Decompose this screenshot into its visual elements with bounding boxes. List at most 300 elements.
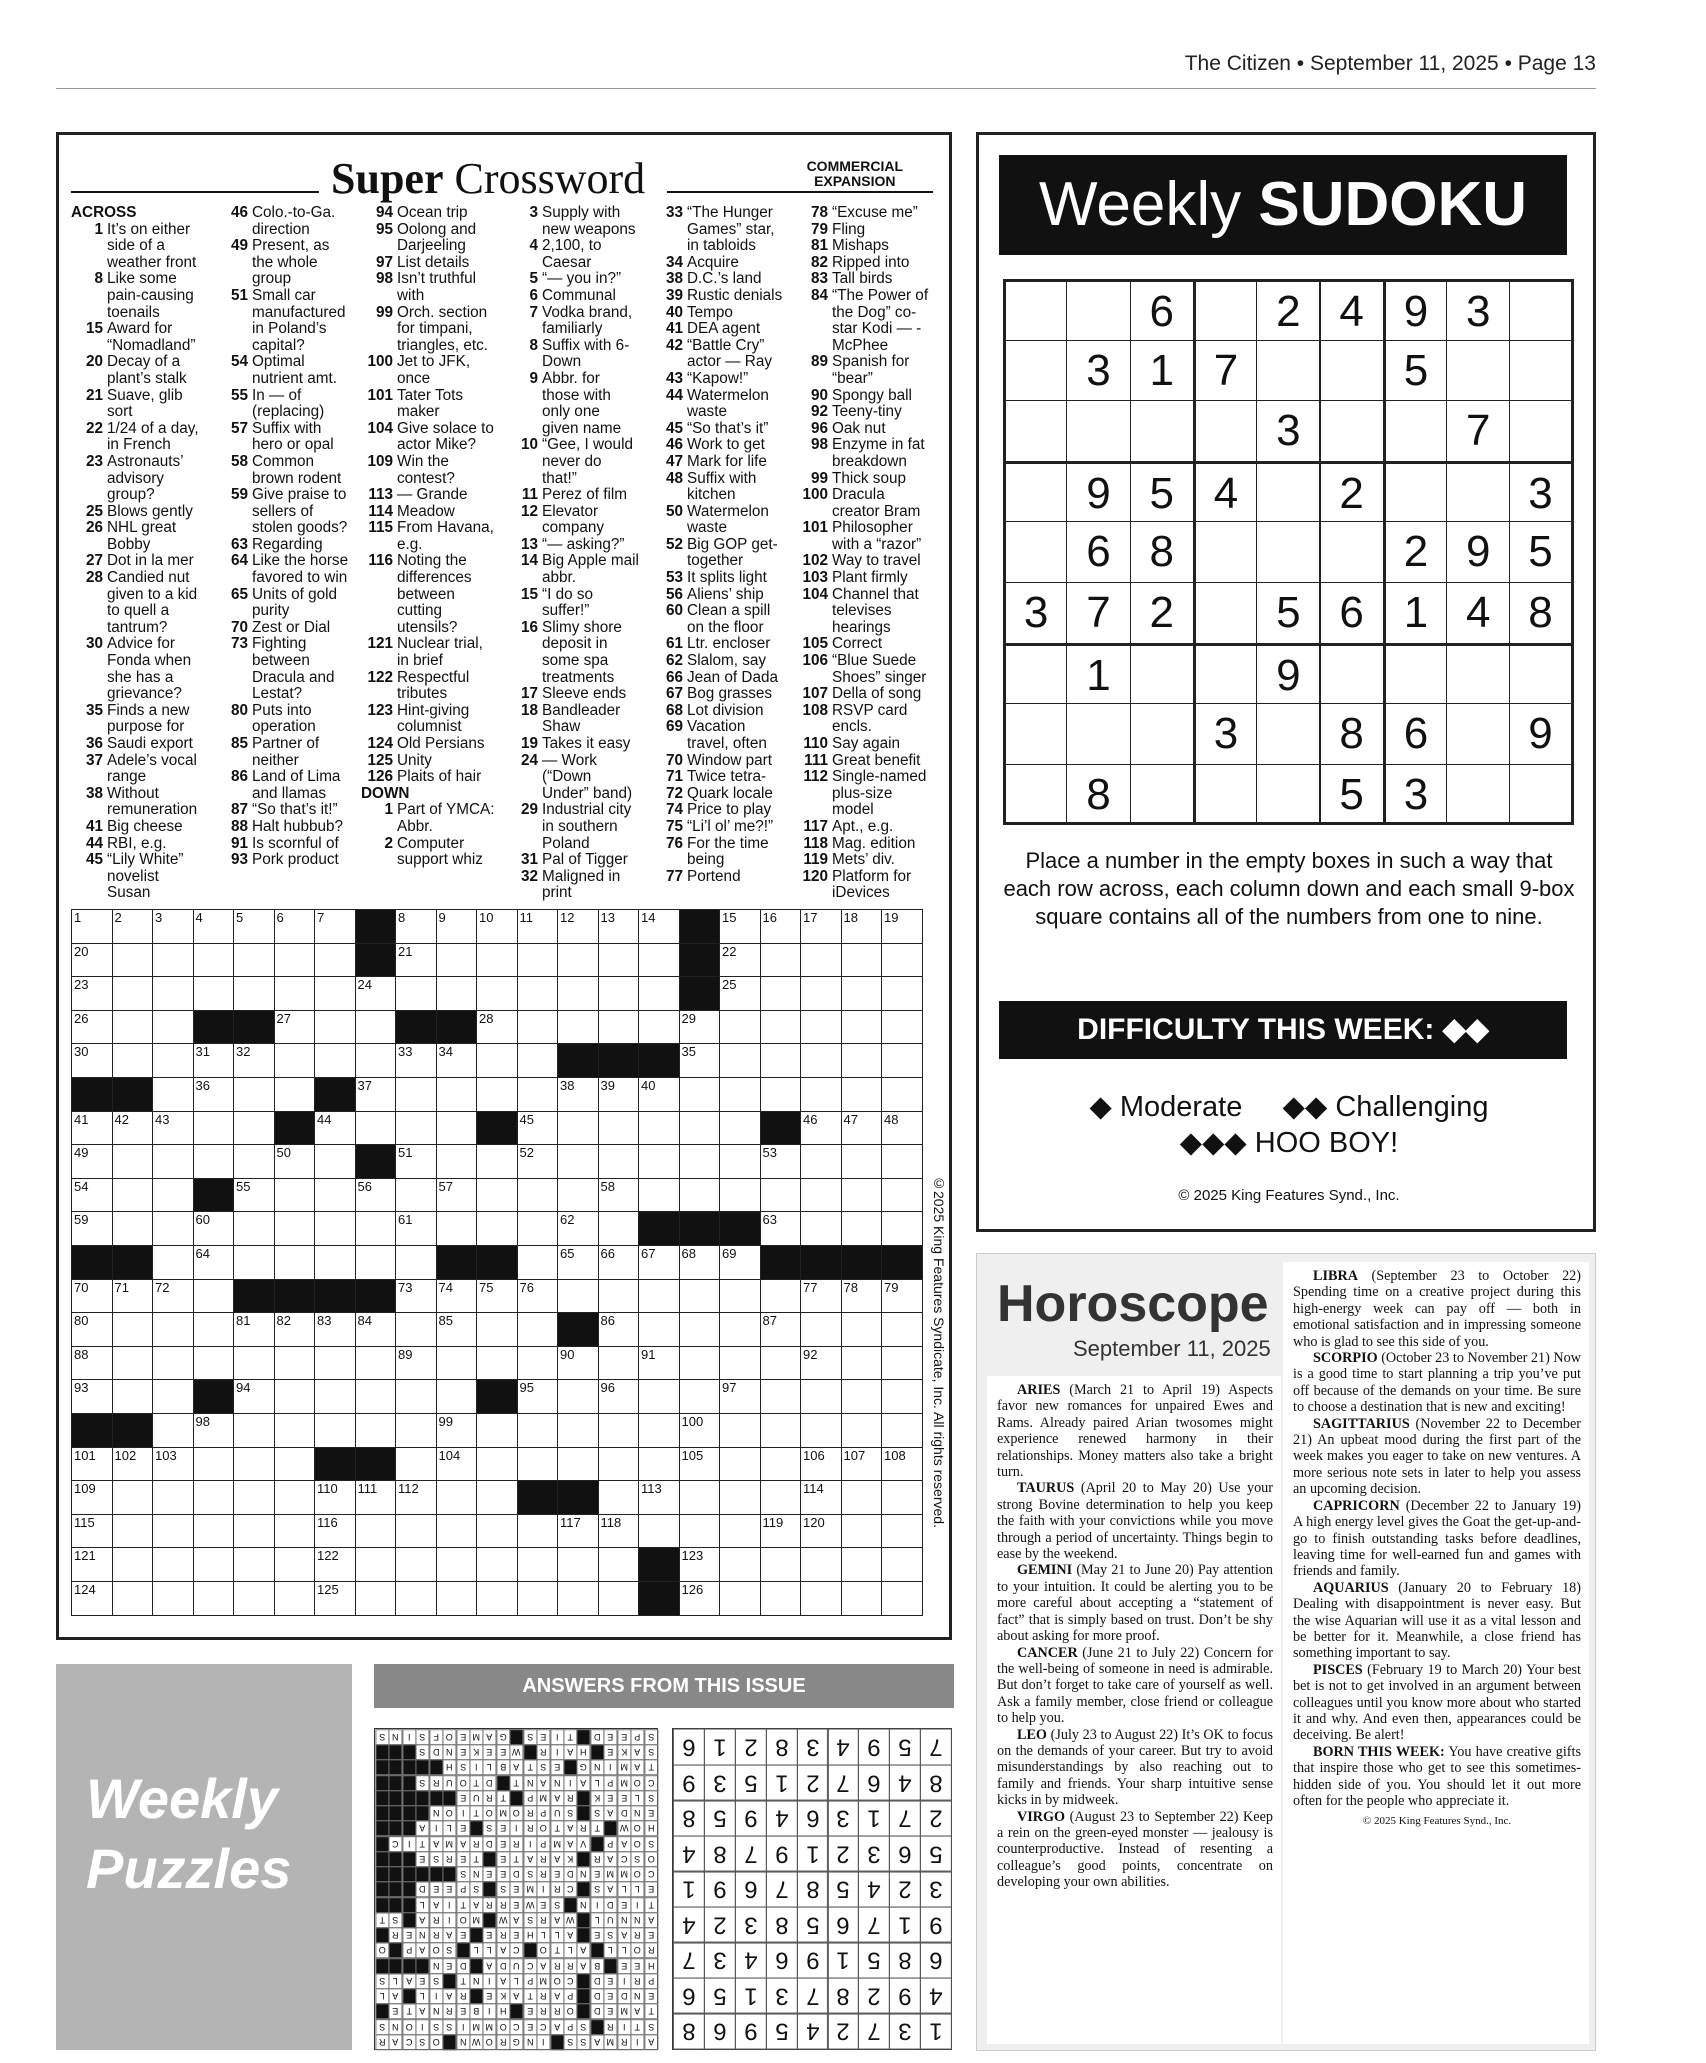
sudoku-cell[interactable]: 3	[1193, 703, 1257, 765]
grid-cell[interactable]	[881, 1144, 923, 1179]
grid-cell[interactable]	[152, 1514, 194, 1549]
grid-cell[interactable]	[638, 1447, 680, 1482]
grid-cell[interactable]	[395, 1077, 437, 1112]
grid-cell[interactable]	[557, 1379, 599, 1414]
grid-cell[interactable]	[517, 1447, 559, 1482]
sudoku-cell[interactable]: 2	[1320, 461, 1384, 523]
grid-cell[interactable]	[517, 1111, 559, 1146]
grid-cell[interactable]	[679, 1312, 721, 1347]
grid-cell[interactable]	[638, 1178, 680, 1213]
grid-cell[interactable]	[71, 1480, 113, 1515]
sudoku-cell[interactable]	[1066, 279, 1130, 341]
grid-cell[interactable]	[800, 1581, 842, 1616]
grid-cell[interactable]	[355, 1245, 397, 1280]
grid-cell[interactable]	[517, 943, 559, 978]
grid-cell[interactable]	[436, 1178, 478, 1213]
grid-cell[interactable]	[233, 1379, 275, 1414]
grid-cell[interactable]	[314, 1312, 356, 1347]
grid-cell[interactable]	[760, 1077, 802, 1112]
grid-cell[interactable]	[274, 1480, 316, 1515]
sudoku-cell[interactable]: 3	[1003, 582, 1067, 644]
grid-cell[interactable]	[557, 1547, 599, 1582]
grid-cell[interactable]	[436, 1077, 478, 1112]
grid-cell[interactable]	[800, 1413, 842, 1448]
grid-cell[interactable]	[679, 1346, 721, 1381]
grid-cell[interactable]	[274, 1413, 316, 1448]
grid-cell[interactable]	[112, 1514, 154, 1549]
grid-cell[interactable]	[557, 1178, 599, 1213]
grid-cell[interactable]	[598, 1111, 640, 1146]
grid-cell[interactable]	[881, 1279, 923, 1314]
sudoku-cell[interactable]	[1320, 340, 1384, 402]
sudoku-cell[interactable]	[1256, 764, 1320, 826]
grid-cell[interactable]	[71, 1312, 113, 1347]
sudoku-cell[interactable]	[1509, 279, 1573, 341]
grid-cell[interactable]	[193, 1413, 235, 1448]
sudoku-cell[interactable]: 3	[1383, 764, 1447, 826]
grid-cell[interactable]	[557, 1279, 599, 1314]
grid-cell[interactable]	[800, 1043, 842, 1078]
grid-cell[interactable]	[517, 1010, 559, 1045]
grid-cell[interactable]	[71, 909, 113, 944]
grid-cell[interactable]	[638, 1111, 680, 1146]
sudoku-cell[interactable]	[1193, 582, 1257, 644]
grid-cell[interactable]	[719, 976, 761, 1011]
grid-cell[interactable]	[638, 1245, 680, 1280]
grid-cell[interactable]	[517, 1043, 559, 1078]
grid-cell[interactable]	[800, 1178, 842, 1213]
sudoku-cell[interactable]: 9	[1383, 279, 1447, 341]
grid-cell[interactable]	[679, 1111, 721, 1146]
grid-cell[interactable]	[71, 1111, 113, 1146]
grid-cell[interactable]	[355, 1010, 397, 1045]
grid-cell[interactable]	[679, 1279, 721, 1314]
grid-cell[interactable]	[314, 1480, 356, 1515]
grid-cell[interactable]	[638, 976, 680, 1011]
grid-cell[interactable]	[112, 1346, 154, 1381]
grid-cell[interactable]	[557, 1111, 599, 1146]
grid-cell[interactable]	[800, 1010, 842, 1045]
grid-cell[interactable]	[355, 976, 397, 1011]
grid-cell[interactable]	[476, 1413, 518, 1448]
grid-cell[interactable]	[395, 1245, 437, 1280]
grid-cell[interactable]	[355, 1312, 397, 1347]
sudoku-cell[interactable]: 4	[1193, 461, 1257, 523]
grid-cell[interactable]	[760, 1144, 802, 1179]
grid-cell[interactable]	[314, 1514, 356, 1549]
grid-cell[interactable]	[719, 1077, 761, 1112]
grid-cell[interactable]	[193, 1043, 235, 1078]
grid-cell[interactable]	[314, 1178, 356, 1213]
grid-cell[interactable]	[193, 909, 235, 944]
grid-cell[interactable]	[436, 976, 478, 1011]
grid-cell[interactable]	[274, 1144, 316, 1179]
grid-cell[interactable]	[112, 976, 154, 1011]
grid-cell[interactable]	[152, 1111, 194, 1146]
grid-cell[interactable]	[152, 1043, 194, 1078]
grid-cell[interactable]	[193, 1447, 235, 1482]
grid-cell[interactable]	[517, 1312, 559, 1347]
grid-cell[interactable]	[152, 1010, 194, 1045]
grid-cell[interactable]	[517, 1346, 559, 1381]
grid-cell[interactable]	[233, 1111, 275, 1146]
sudoku-cell[interactable]: 9	[1066, 461, 1130, 523]
grid-cell[interactable]	[800, 1111, 842, 1146]
grid-cell[interactable]	[314, 1245, 356, 1280]
sudoku-cell[interactable]	[1320, 521, 1384, 583]
grid-cell[interactable]	[719, 1379, 761, 1414]
grid-cell[interactable]	[517, 1581, 559, 1616]
sudoku-cell[interactable]	[1256, 340, 1320, 402]
grid-cell[interactable]	[274, 1245, 316, 1280]
grid-cell[interactable]	[719, 1144, 761, 1179]
grid-cell[interactable]	[112, 1547, 154, 1582]
grid-cell[interactable]	[436, 1043, 478, 1078]
grid-cell[interactable]	[557, 976, 599, 1011]
grid-cell[interactable]	[274, 1514, 316, 1549]
grid-cell[interactable]	[760, 1010, 802, 1045]
grid-cell[interactable]	[517, 1514, 559, 1549]
sudoku-cell[interactable]	[1383, 400, 1447, 462]
grid-cell[interactable]	[719, 1413, 761, 1448]
grid-cell[interactable]	[679, 1178, 721, 1213]
grid-cell[interactable]	[112, 1447, 154, 1482]
grid-cell[interactable]	[719, 1279, 761, 1314]
sudoku-cell[interactable]	[1446, 643, 1510, 705]
grid-cell[interactable]	[436, 1514, 478, 1549]
grid-cell[interactable]	[598, 1379, 640, 1414]
grid-cell[interactable]	[557, 1447, 599, 1482]
grid-cell[interactable]	[760, 1413, 802, 1448]
grid-cell[interactable]	[193, 1581, 235, 1616]
grid-cell[interactable]	[233, 1178, 275, 1213]
grid-cell[interactable]	[152, 1480, 194, 1515]
grid-cell[interactable]	[274, 1547, 316, 1582]
grid-cell[interactable]	[314, 943, 356, 978]
sudoku-cell[interactable]: 5	[1509, 521, 1573, 583]
grid-cell[interactable]	[841, 1312, 883, 1347]
grid-cell[interactable]	[395, 1111, 437, 1146]
sudoku-cell[interactable]: 1	[1383, 582, 1447, 644]
sudoku-cell[interactable]	[1256, 461, 1320, 523]
grid-cell[interactable]	[719, 1043, 761, 1078]
grid-cell[interactable]	[152, 1279, 194, 1314]
grid-cell[interactable]	[760, 909, 802, 944]
sudoku-cell[interactable]	[1509, 764, 1573, 826]
grid-cell[interactable]	[638, 909, 680, 944]
grid-cell[interactable]	[476, 1211, 518, 1246]
grid-cell[interactable]	[152, 1312, 194, 1347]
grid-cell[interactable]	[638, 1312, 680, 1347]
sudoku-cell[interactable]	[1003, 461, 1067, 523]
grid-cell[interactable]	[517, 976, 559, 1011]
grid-cell[interactable]	[557, 943, 599, 978]
grid-cell[interactable]	[638, 1480, 680, 1515]
grid-cell[interactable]	[193, 1245, 235, 1280]
grid-cell[interactable]	[557, 1413, 599, 1448]
grid-cell[interactable]	[112, 1312, 154, 1347]
grid-cell[interactable]	[517, 1245, 559, 1280]
grid-cell[interactable]	[517, 1279, 559, 1314]
grid-cell[interactable]	[800, 1312, 842, 1347]
grid-cell[interactable]	[193, 1312, 235, 1347]
sudoku-cell[interactable]: 2	[1383, 521, 1447, 583]
grid-cell[interactable]	[841, 1480, 883, 1515]
sudoku-cell[interactable]: 5	[1383, 340, 1447, 402]
grid-cell[interactable]	[598, 1178, 640, 1213]
sudoku-cell[interactable]	[1383, 461, 1447, 523]
grid-cell[interactable]	[71, 1346, 113, 1381]
sudoku-cell[interactable]	[1193, 279, 1257, 341]
grid-cell[interactable]	[314, 1211, 356, 1246]
grid-cell[interactable]	[719, 1178, 761, 1213]
sudoku-cell[interactable]: 7	[1066, 582, 1130, 644]
sudoku-cell[interactable]	[1066, 400, 1130, 462]
grid-cell[interactable]	[476, 943, 518, 978]
grid-cell[interactable]	[152, 1178, 194, 1213]
sudoku-cell[interactable]	[1003, 400, 1067, 462]
grid-cell[interactable]	[233, 1245, 275, 1280]
grid-cell[interactable]	[800, 1447, 842, 1482]
grid-cell[interactable]	[71, 1211, 113, 1246]
grid-cell[interactable]	[112, 1379, 154, 1414]
grid-cell[interactable]	[395, 1413, 437, 1448]
grid-cell[interactable]	[112, 1043, 154, 1078]
grid-cell[interactable]	[233, 1581, 275, 1616]
sudoku-cell[interactable]: 4	[1320, 279, 1384, 341]
grid-cell[interactable]	[355, 1413, 397, 1448]
grid-cell[interactable]	[476, 1312, 518, 1347]
grid-cell[interactable]	[517, 1547, 559, 1582]
grid-cell[interactable]	[193, 1077, 235, 1112]
grid-cell[interactable]	[598, 976, 640, 1011]
grid-cell[interactable]	[476, 1010, 518, 1045]
grid-cell[interactable]	[476, 976, 518, 1011]
sudoku-cell[interactable]: 3	[1509, 461, 1573, 523]
grid-cell[interactable]	[193, 1144, 235, 1179]
grid-cell[interactable]	[760, 976, 802, 1011]
grid-cell[interactable]	[436, 1312, 478, 1347]
grid-cell[interactable]	[71, 1447, 113, 1482]
grid-cell[interactable]	[598, 1346, 640, 1381]
grid-cell[interactable]	[71, 1144, 113, 1179]
grid-cell[interactable]	[436, 1346, 478, 1381]
grid-cell[interactable]	[395, 1581, 437, 1616]
grid-cell[interactable]	[800, 1346, 842, 1381]
sudoku-cell[interactable]: 5	[1320, 764, 1384, 826]
grid-cell[interactable]	[152, 1077, 194, 1112]
grid-cell[interactable]	[800, 1077, 842, 1112]
grid-cell[interactable]	[395, 1312, 437, 1347]
grid-cell[interactable]	[760, 1312, 802, 1347]
sudoku-cell[interactable]: 2	[1256, 279, 1320, 341]
grid-cell[interactable]	[881, 1480, 923, 1515]
grid-cell[interactable]	[112, 1111, 154, 1146]
grid-cell[interactable]	[193, 1346, 235, 1381]
grid-cell[interactable]	[517, 909, 559, 944]
grid-cell[interactable]	[881, 1413, 923, 1448]
grid-cell[interactable]	[395, 1346, 437, 1381]
grid-cell[interactable]	[679, 1447, 721, 1482]
grid-cell[interactable]	[841, 943, 883, 978]
grid-cell[interactable]	[71, 1043, 113, 1078]
grid-cell[interactable]	[598, 1447, 640, 1482]
grid-cell[interactable]	[638, 1077, 680, 1112]
grid-cell[interactable]	[476, 1279, 518, 1314]
grid-cell[interactable]	[719, 909, 761, 944]
grid-cell[interactable]	[719, 1581, 761, 1616]
grid-cell[interactable]	[395, 1447, 437, 1482]
grid-cell[interactable]	[152, 1581, 194, 1616]
grid-cell[interactable]	[233, 1312, 275, 1347]
grid-cell[interactable]	[638, 1144, 680, 1179]
grid-cell[interactable]	[152, 1379, 194, 1414]
sudoku-cell[interactable]: 1	[1066, 643, 1130, 705]
grid-cell[interactable]	[841, 1279, 883, 1314]
sudoku-cell[interactable]: 6	[1130, 279, 1194, 341]
sudoku-grid[interactable]	[1003, 279, 1573, 825]
grid-cell[interactable]	[274, 1346, 316, 1381]
grid-cell[interactable]	[314, 1144, 356, 1179]
sudoku-cell[interactable]: 7	[1446, 400, 1510, 462]
grid-cell[interactable]	[71, 1379, 113, 1414]
sudoku-cell[interactable]: 4	[1446, 582, 1510, 644]
grid-cell[interactable]	[112, 1211, 154, 1246]
grid-cell[interactable]	[233, 1447, 275, 1482]
grid-cell[interactable]	[71, 1514, 113, 1549]
sudoku-cell[interactable]	[1130, 764, 1194, 826]
grid-cell[interactable]	[638, 1379, 680, 1414]
sudoku-cell[interactable]: 3	[1066, 340, 1130, 402]
grid-cell[interactable]	[436, 1447, 478, 1482]
grid-cell[interactable]	[355, 1581, 397, 1616]
grid-cell[interactable]	[800, 1279, 842, 1314]
grid-cell[interactable]	[760, 1480, 802, 1515]
grid-cell[interactable]	[638, 1346, 680, 1381]
grid-cell[interactable]	[436, 1379, 478, 1414]
grid-cell[interactable]	[679, 1144, 721, 1179]
grid-cell[interactable]	[800, 909, 842, 944]
grid-cell[interactable]	[274, 1043, 316, 1078]
grid-cell[interactable]	[314, 1547, 356, 1582]
grid-cell[interactable]	[476, 1547, 518, 1582]
sudoku-cell[interactable]: 7	[1193, 340, 1257, 402]
grid-cell[interactable]	[881, 1043, 923, 1078]
grid-cell[interactable]	[314, 1043, 356, 1078]
sudoku-cell[interactable]: 6	[1383, 703, 1447, 765]
grid-cell[interactable]	[881, 1111, 923, 1146]
grid-cell[interactable]	[112, 909, 154, 944]
grid-cell[interactable]	[314, 1413, 356, 1448]
grid-cell[interactable]	[112, 1010, 154, 1045]
grid-cell[interactable]	[679, 1581, 721, 1616]
grid-cell[interactable]	[355, 1043, 397, 1078]
grid-cell[interactable]	[314, 1581, 356, 1616]
grid-cell[interactable]	[71, 1178, 113, 1213]
grid-cell[interactable]	[152, 1447, 194, 1482]
grid-cell[interactable]	[841, 1043, 883, 1078]
grid-cell[interactable]	[193, 1111, 235, 1146]
grid-cell[interactable]	[557, 1211, 599, 1246]
grid-cell[interactable]	[841, 1379, 883, 1414]
grid-cell[interactable]	[881, 943, 923, 978]
grid-cell[interactable]	[881, 1581, 923, 1616]
grid-cell[interactable]	[881, 1010, 923, 1045]
grid-cell[interactable]	[436, 1413, 478, 1448]
grid-cell[interactable]	[71, 1010, 113, 1045]
grid-cell[interactable]	[152, 976, 194, 1011]
grid-cell[interactable]	[800, 1480, 842, 1515]
grid-cell[interactable]	[314, 1111, 356, 1146]
grid-cell[interactable]	[193, 943, 235, 978]
grid-cell[interactable]	[598, 1245, 640, 1280]
grid-cell[interactable]	[760, 1447, 802, 1482]
grid-cell[interactable]	[679, 1480, 721, 1515]
grid-cell[interactable]	[598, 1581, 640, 1616]
grid-cell[interactable]	[436, 1144, 478, 1179]
grid-cell[interactable]	[71, 1279, 113, 1314]
grid-cell[interactable]	[436, 1279, 478, 1314]
sudoku-cell[interactable]	[1193, 521, 1257, 583]
grid-cell[interactable]	[355, 1346, 397, 1381]
sudoku-cell[interactable]	[1383, 643, 1447, 705]
grid-cell[interactable]	[679, 1514, 721, 1549]
grid-cell[interactable]	[395, 1178, 437, 1213]
grid-cell[interactable]	[233, 1346, 275, 1381]
grid-cell[interactable]	[598, 1144, 640, 1179]
grid-cell[interactable]	[476, 1178, 518, 1213]
sudoku-cell[interactable]	[1446, 764, 1510, 826]
grid-cell[interactable]	[881, 1514, 923, 1549]
grid-cell[interactable]	[557, 1581, 599, 1616]
grid-cell[interactable]	[436, 943, 478, 978]
grid-cell[interactable]	[274, 1077, 316, 1112]
grid-cell[interactable]	[598, 1413, 640, 1448]
grid-cell[interactable]	[760, 1178, 802, 1213]
grid-cell[interactable]	[71, 1581, 113, 1616]
grid-cell[interactable]	[760, 1547, 802, 1582]
grid-cell[interactable]	[274, 1312, 316, 1347]
sudoku-cell[interactable]	[1320, 643, 1384, 705]
grid-cell[interactable]	[841, 1111, 883, 1146]
grid-cell[interactable]	[881, 1346, 923, 1381]
grid-cell[interactable]	[598, 943, 640, 978]
grid-cell[interactable]	[598, 1211, 640, 1246]
grid-cell[interactable]	[760, 943, 802, 978]
grid-cell[interactable]	[476, 909, 518, 944]
grid-cell[interactable]	[638, 1279, 680, 1314]
grid-cell[interactable]	[395, 1514, 437, 1549]
grid-cell[interactable]	[395, 976, 437, 1011]
grid-cell[interactable]	[881, 1379, 923, 1414]
sudoku-cell[interactable]	[1320, 400, 1384, 462]
grid-cell[interactable]	[274, 943, 316, 978]
sudoku-cell[interactable]: 3	[1256, 400, 1320, 462]
grid-cell[interactable]	[395, 1211, 437, 1246]
grid-cell[interactable]	[719, 1245, 761, 1280]
grid-cell[interactable]	[233, 1077, 275, 1112]
sudoku-cell[interactable]	[1003, 340, 1067, 402]
sudoku-cell[interactable]: 2	[1130, 582, 1194, 644]
grid-cell[interactable]	[800, 1547, 842, 1582]
grid-cell[interactable]	[112, 1178, 154, 1213]
grid-cell[interactable]	[314, 1346, 356, 1381]
grid-cell[interactable]	[679, 1043, 721, 1078]
grid-cell[interactable]	[719, 1010, 761, 1045]
grid-cell[interactable]	[314, 1010, 356, 1045]
grid-cell[interactable]	[881, 1447, 923, 1482]
grid-cell[interactable]	[841, 1447, 883, 1482]
